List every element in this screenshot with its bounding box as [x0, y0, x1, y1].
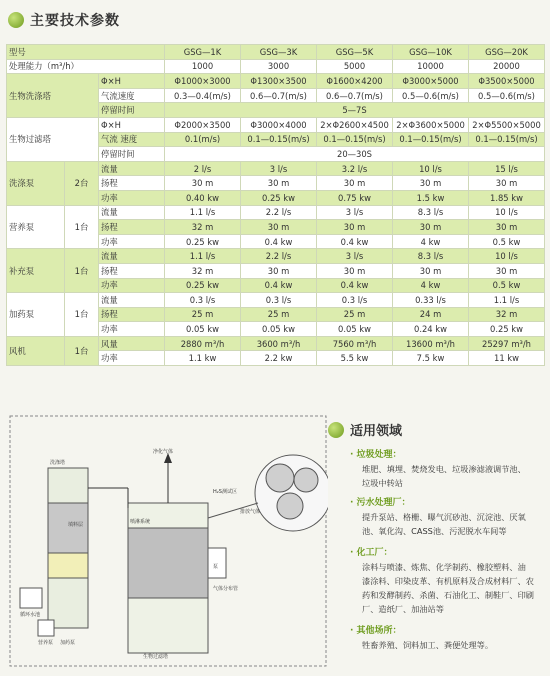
table-cell: 0.1—0.15(m/s): [393, 132, 469, 147]
table-cell: 30 m: [241, 176, 317, 191]
category-line: 漆涂料、印染皮革、有机原料及合成材料厂、农: [362, 576, 534, 586]
table-cell: 2台: [65, 161, 99, 205]
table-cell: 0.25 kw: [165, 234, 241, 249]
category-line: 提升泵站、格栅、曝气沉砂池、沉淀池、厌氧: [362, 512, 526, 522]
table-cell: 1.1 kw: [165, 351, 241, 366]
label-pipe: 气体分布管: [213, 586, 239, 592]
table-cell: 0.5 kw: [469, 234, 545, 249]
table-cell: Φ3000×5000: [393, 74, 469, 89]
table-cell: 2×Φ3600×5000: [393, 117, 469, 132]
process-diagram: [8, 408, 328, 670]
category-heading: · 其他场所：: [350, 626, 402, 636]
table-cell: 1000: [165, 59, 241, 74]
table-cell: 0.1—0.15(m/s): [317, 132, 393, 147]
table-cell: 24 m: [393, 307, 469, 322]
table-cell: 0.25 kw: [241, 190, 317, 205]
table-cell: 30 m: [241, 263, 317, 278]
table-cell: 气流速度: [99, 88, 165, 103]
table-cell: 停留时间: [99, 147, 165, 162]
table-cell: 10 l/s: [469, 249, 545, 264]
table-cell: 30 m: [317, 176, 393, 191]
table-cell: 32 m: [165, 263, 241, 278]
table-cell: 0.5—0.6(m/s): [393, 88, 469, 103]
category-line: 池、氧化沟、CASS池、污泥脱水车间等: [362, 526, 507, 536]
table-cell: 0.05 kw: [317, 322, 393, 337]
table-cell: 15 l/s: [469, 161, 545, 176]
table-cell: 1台: [65, 336, 99, 365]
table-cell: 0.33 l/s: [393, 293, 469, 308]
table-cell: 生物洗涤塔: [7, 74, 99, 118]
table-cell: 扬程: [99, 176, 165, 191]
table-cell: 25 m: [241, 307, 317, 322]
table-cell: 5000: [317, 59, 393, 74]
table-cell: 32 m: [165, 220, 241, 235]
table-row: [7, 249, 545, 264]
table-cell: 2 l/s: [165, 161, 241, 176]
table-cell: 0.1—0.15(m/s): [469, 132, 545, 147]
nutrient-tank: [38, 620, 54, 636]
table-cell: 2×Φ2600×4500: [317, 117, 393, 132]
table-cell: 洗涤泵: [7, 161, 65, 205]
table-cell: GSG—10K: [393, 45, 469, 60]
table-cell: 加药泵: [7, 293, 65, 337]
table-cell: 扬程: [99, 220, 165, 235]
table-cell: 0.6—0.7(m/s): [317, 88, 393, 103]
filter-media: [128, 528, 208, 598]
table-cell: 10 l/s: [469, 205, 545, 220]
table-cell: GSG—5K: [317, 45, 393, 60]
table-cell: 10 l/s: [393, 161, 469, 176]
table-cell: 13600 m³/h: [393, 336, 469, 351]
table-cell: 0.5—0.6(m/s): [469, 88, 545, 103]
table-cell: 30 m: [393, 220, 469, 235]
table-cell: Φ1000×3000: [165, 74, 241, 89]
table-cell: 0.5 kw: [469, 278, 545, 293]
table-cell: Φ1300×3500: [241, 74, 317, 89]
applications-title: [328, 420, 402, 439]
media-3: [277, 493, 303, 519]
pump-box: [208, 548, 226, 578]
table-cell: 0.05 kw: [241, 322, 317, 337]
category-heading: · 垃圾处理：: [350, 450, 402, 460]
table-cell: 1.1 l/s: [165, 205, 241, 220]
table-cell: 25 m: [165, 307, 241, 322]
table-cell: 0.4 kw: [317, 278, 393, 293]
category-garbage: [350, 448, 546, 490]
circ-tank: [20, 588, 42, 608]
category-line: 厂、造纸厂、加油站等: [362, 604, 444, 614]
table-cell: 20—30S: [165, 147, 545, 162]
green-bullet-icon: [8, 12, 24, 28]
table-cell: 2.2 kw: [241, 351, 317, 366]
category-heading: · 化工厂：: [350, 548, 393, 558]
pre-tower-filler: [48, 503, 88, 553]
label-circ-water: 循环水池: [20, 612, 41, 618]
table-cell: 3000: [241, 59, 317, 74]
category-line: 垃圾中转站: [362, 478, 403, 488]
pre-tower-zone: [48, 553, 88, 578]
table-cell: 0.24 kw: [393, 322, 469, 337]
category-chemical: [350, 546, 546, 616]
table-cell: 7560 m³/h: [317, 336, 393, 351]
table-cell: 风量: [99, 336, 165, 351]
table-row: [7, 74, 545, 89]
table-cell: 1台: [65, 249, 99, 293]
table-cell: 0.05 kw: [165, 322, 241, 337]
table-cell: 0.25 kw: [469, 322, 545, 337]
spec-table: [6, 44, 545, 366]
label-spray: 喷淋系统: [130, 519, 151, 525]
table-cell: 1.1 l/s: [165, 249, 241, 264]
label-emission: 排放气体: [240, 509, 261, 515]
table-row: [7, 45, 545, 60]
table-cell: 2.2 l/s: [241, 249, 317, 264]
table-cell: 流量: [99, 205, 165, 220]
table-cell: Φ2000×3500: [165, 117, 241, 132]
table-cell: 0.1—0.15(m/s): [241, 132, 317, 147]
table-cell: Φ3000×4000: [241, 117, 317, 132]
category-heading: · 污水处理厂：: [350, 498, 411, 508]
table-cell: 0.3 l/s: [241, 293, 317, 308]
table-cell: 4 kw: [393, 234, 469, 249]
category-other: [350, 624, 546, 652]
table-cell: 4 kw: [393, 278, 469, 293]
table-cell: 5.5 kw: [317, 351, 393, 366]
table-cell: 2880 m³/h: [165, 336, 241, 351]
table-cell: 8.3 l/s: [393, 205, 469, 220]
table-cell: 功率: [99, 190, 165, 205]
table-cell: 生物过滤塔: [7, 117, 99, 161]
category-line: 堆肥、填埋、焚烧发电、垃圾渗滤液调节池、: [362, 464, 526, 474]
table-cell: 30 m: [469, 263, 545, 278]
table-cell: 功率: [99, 322, 165, 337]
table-cell: 0.3 l/s: [317, 293, 393, 308]
table-cell: 30 m: [317, 263, 393, 278]
table-row: [7, 336, 545, 351]
label-pump: 泵: [213, 564, 219, 570]
section-title-text: 主要技术参数: [30, 13, 120, 29]
label-dosing: 加药泵: [60, 640, 76, 646]
table-cell: Φ×H: [99, 74, 165, 89]
table-cell: 2.2 l/s: [241, 205, 317, 220]
table-cell: 0.40 kw: [165, 190, 241, 205]
table-cell: 3600 m³/h: [241, 336, 317, 351]
table-cell: 功率: [99, 234, 165, 249]
table-cell: 11 kw: [469, 351, 545, 366]
table-row: [7, 205, 545, 220]
table-cell: Φ1600×4200: [317, 74, 393, 89]
table-cell: 10000: [393, 59, 469, 74]
table-cell: 32 m: [469, 307, 545, 322]
table-cell: 处理能力（m³/h）: [7, 59, 165, 74]
applications-title-text: 适用领域: [350, 424, 403, 439]
table-cell: 功率: [99, 278, 165, 293]
table-cell: 0.6—0.7(m/s): [241, 88, 317, 103]
table-cell: 1台: [65, 293, 99, 337]
table-cell: 7.5 kw: [393, 351, 469, 366]
table-cell: 25297 m³/h: [469, 336, 545, 351]
table-cell: 30 m: [393, 176, 469, 191]
table-cell: 30 m: [165, 176, 241, 191]
table-cell: 0.4 kw: [317, 234, 393, 249]
table-cell: Φ×H: [99, 117, 165, 132]
table-cell: 30 m: [317, 220, 393, 235]
label-nutrient: 营养泵: [38, 640, 54, 646]
table-cell: 功率: [99, 351, 165, 366]
table-row: [7, 117, 545, 132]
table-cell: 20000: [469, 59, 545, 74]
category-line: 涂料与喷漆、炼焦、化学制药、橡胶塑料、油: [362, 562, 526, 572]
table-cell: 30 m: [469, 220, 545, 235]
green-bullet-icon: [328, 422, 344, 438]
table-cell: 停留时间: [99, 103, 165, 118]
table-cell: 0.3—0.4(m/s): [165, 88, 241, 103]
category-sewage: [350, 496, 546, 538]
table-row: [7, 161, 545, 176]
label-filler: 填料层: [68, 522, 84, 528]
table-cell: 扬程: [99, 307, 165, 322]
category-line: 药和发酵制药、杀菌、石油化工、制鞋厂、印刷: [362, 590, 534, 600]
media-2: [294, 468, 318, 492]
label-clean-gas: 净化气体: [153, 449, 174, 455]
table-cell: 0.3 l/s: [165, 293, 241, 308]
table-cell: GSG—1K: [165, 45, 241, 60]
table-cell: 补充泵: [7, 249, 65, 293]
table-cell: 0.25 kw: [165, 278, 241, 293]
section-title: [8, 10, 120, 30]
label-filter-tower: 生物过滤塔: [143, 654, 169, 660]
category-line: 牲畜养殖、饲料加工、粪便处理等。: [362, 640, 494, 650]
table-cell: 流量: [99, 293, 165, 308]
table-cell: 3 l/s: [317, 249, 393, 264]
table-cell: 2×Φ5500×5000: [469, 117, 545, 132]
media-1: [266, 464, 294, 492]
table-cell: GSG—3K: [241, 45, 317, 60]
table-cell: 5—7S: [165, 103, 545, 118]
table-cell: 1.5 kw: [393, 190, 469, 205]
table-row: [7, 59, 545, 74]
table-cell: 气流 速度: [99, 132, 165, 147]
table-row: [7, 293, 545, 308]
table-cell: 流量: [99, 161, 165, 176]
table-cell: 8.3 l/s: [393, 249, 469, 264]
table-cell: 30 m: [393, 263, 469, 278]
table-cell: 1台: [65, 205, 99, 249]
label-pre-tower: 洗涤塔: [50, 460, 66, 466]
table-cell: 型号: [7, 45, 165, 60]
table-cell: 扬程: [99, 263, 165, 278]
table-cell: 0.1(m/s): [165, 132, 241, 147]
table-cell: 0.75 kw: [317, 190, 393, 205]
table-cell: 30 m: [241, 220, 317, 235]
table-cell: GSG—20K: [469, 45, 545, 60]
table-cell: 0.4 kw: [241, 278, 317, 293]
table-cell: 3 l/s: [317, 205, 393, 220]
table-cell: 25 m: [317, 307, 393, 322]
table-cell: 1.1 l/s: [469, 293, 545, 308]
table-cell: 1.85 kw: [469, 190, 545, 205]
table-cell: 风机: [7, 336, 65, 365]
table-cell: 3 l/s: [241, 161, 317, 176]
table-cell: 3.2 l/s: [317, 161, 393, 176]
table-cell: 营养泵: [7, 205, 65, 249]
table-cell: Φ3500×5000: [469, 74, 545, 89]
label-h2s: H₂S测试区: [213, 489, 237, 495]
table-cell: 30 m: [469, 176, 545, 191]
table-cell: 流量: [99, 249, 165, 264]
table-cell: 0.4 kw: [241, 234, 317, 249]
